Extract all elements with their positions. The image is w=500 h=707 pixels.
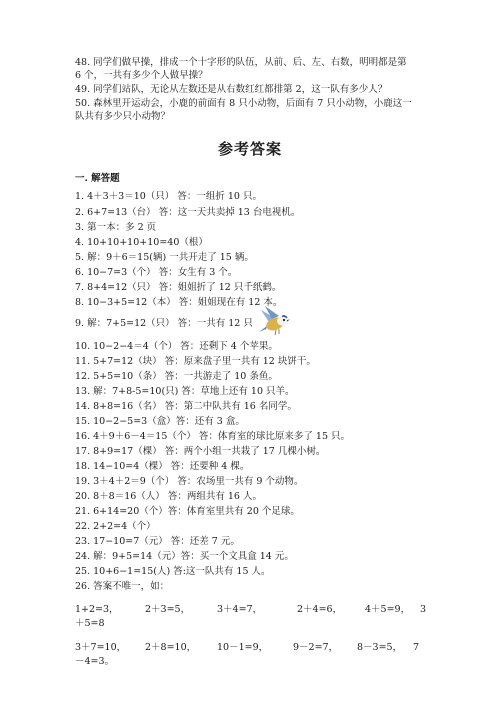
answer-item: 17. 8+9=17（棵） 答：两个小组一共栽了 17 几棵小树。 bbox=[75, 446, 326, 457]
answer-item: 14. 8+8=16（名） 答：第二中队共有 16 名同学。 bbox=[75, 401, 297, 412]
equation: 3＋4=7， bbox=[217, 604, 263, 615]
answer-item: 11. 5+7=12（块） 答：原来盘子里一共有 12 块饼干。 bbox=[75, 356, 316, 367]
equation: 2＋8=10， bbox=[145, 642, 197, 653]
equation-wrap: ＋5=8 bbox=[75, 618, 105, 629]
answer-item: 3. 第一本：多 2 页 bbox=[75, 222, 157, 233]
equation: 2＋3=5， bbox=[145, 604, 191, 615]
equation: 3 bbox=[420, 604, 427, 615]
answer-item: 8. 10−3+5=12（本） 答：姐姐现在有 12 本。 bbox=[75, 297, 283, 308]
question-48-line1: 48. 同学们做早操，排成一个十字形的队伍，从前、后、左、右数，明明都是第 bbox=[75, 57, 407, 68]
answer-item: 12. 5+5=10（条） 答：一共游走了 10 条鱼。 bbox=[75, 371, 278, 382]
answer-item: 15. 10−2−5=3（盒）答：还有 3 盒。 bbox=[75, 416, 245, 427]
question-50-line2: 队共有多少只小动物？ bbox=[75, 111, 171, 122]
answer-item: 6. 10−7=3（个） 答：女生有 3 个。 bbox=[75, 267, 238, 278]
equation: 8－3=5， bbox=[357, 642, 403, 653]
equation: 10－1=9， bbox=[217, 642, 269, 653]
equation-wrap: －4=3。 bbox=[75, 656, 115, 667]
answer-item: 26. 答案不唯一，如： bbox=[75, 581, 170, 592]
answer-item: 22. 2+2=4（个） bbox=[75, 521, 156, 532]
answer-item: 2. 6+7=13（台） 答：这一天共卖掉 13 台电视机。 bbox=[75, 207, 301, 218]
equation: 4＋5=9， bbox=[365, 604, 411, 615]
answer-item: 24. 解：9+5=14（元）答：买一个文具盒 14 元。 bbox=[75, 551, 294, 562]
answer-item: 13. 解：7+8-5=10(只) 答：草地上还有 10 只羊。 bbox=[75, 386, 295, 397]
answer-item: 20. 8＋8＝16（人） 答：两组共有 16 人。 bbox=[75, 491, 262, 502]
answer-item: 16. 4＋9＋6－4＝15（个） 答：体育室的球比原来多了 15 只。 bbox=[75, 431, 351, 442]
bird-illustration bbox=[255, 304, 295, 338]
answer-item: 9. 解：7+5=12（只） 答：一共有 12 只 bbox=[75, 318, 253, 329]
answer-item: 23. 17−10=7（元） 答：还差 7 元。 bbox=[75, 536, 240, 547]
question-48-line2: 6 个，一共有多少个人做早操？ bbox=[75, 70, 208, 81]
section-heading: 一. 解答题 bbox=[75, 173, 120, 184]
answer-item: 21. 6+14=20（个）答：体育室里共有 20 个足球。 bbox=[75, 506, 300, 517]
answer-item: 4. 10+10+10+10=40（根） bbox=[75, 237, 208, 248]
equation: 9－2=7， bbox=[293, 642, 339, 653]
answer-item: 18. 14−10=4（棵） 答：还要种 4 棵。 bbox=[75, 461, 250, 472]
answer-item: 5. 解：9＋6＝15(辆) 一共开走了 15 辆。 bbox=[75, 252, 254, 263]
answer-item: 19. 3＋4＋2＝9（个） 答：农场里一共有 9 个动物。 bbox=[75, 476, 304, 487]
question-49: 49. 同学们站队，无论从左数还是从右数红红都排第 2，这一队有多少人？ bbox=[75, 84, 388, 95]
equation: 3＋7=10， bbox=[75, 642, 127, 653]
equation: 7 bbox=[413, 642, 420, 653]
answer-item: 7. 8+4=12（只） 答：姐姐折了 12 只千纸鹤。 bbox=[75, 282, 282, 293]
answer-item: 1. 4＋3＋3＝10（只） 答：一组折 10 只。 bbox=[75, 191, 262, 202]
answer-item: 25. 10+6−1=15(人) 答:这一队共有 15 人。 bbox=[75, 566, 271, 577]
question-50-line1: 50. 森林里开运动会，小鹿的前面有 8 只小动物，后面有 7 只小动物，小鹿这一 bbox=[75, 98, 412, 109]
equation: 1+2=3， bbox=[75, 604, 119, 615]
page-title: 参考答案 bbox=[217, 140, 282, 158]
equation: 2＋4=6， bbox=[297, 604, 343, 615]
answer-item: 10. 10−2−4＝4（个） 答：还剩下 4 个苹果。 bbox=[75, 341, 278, 352]
